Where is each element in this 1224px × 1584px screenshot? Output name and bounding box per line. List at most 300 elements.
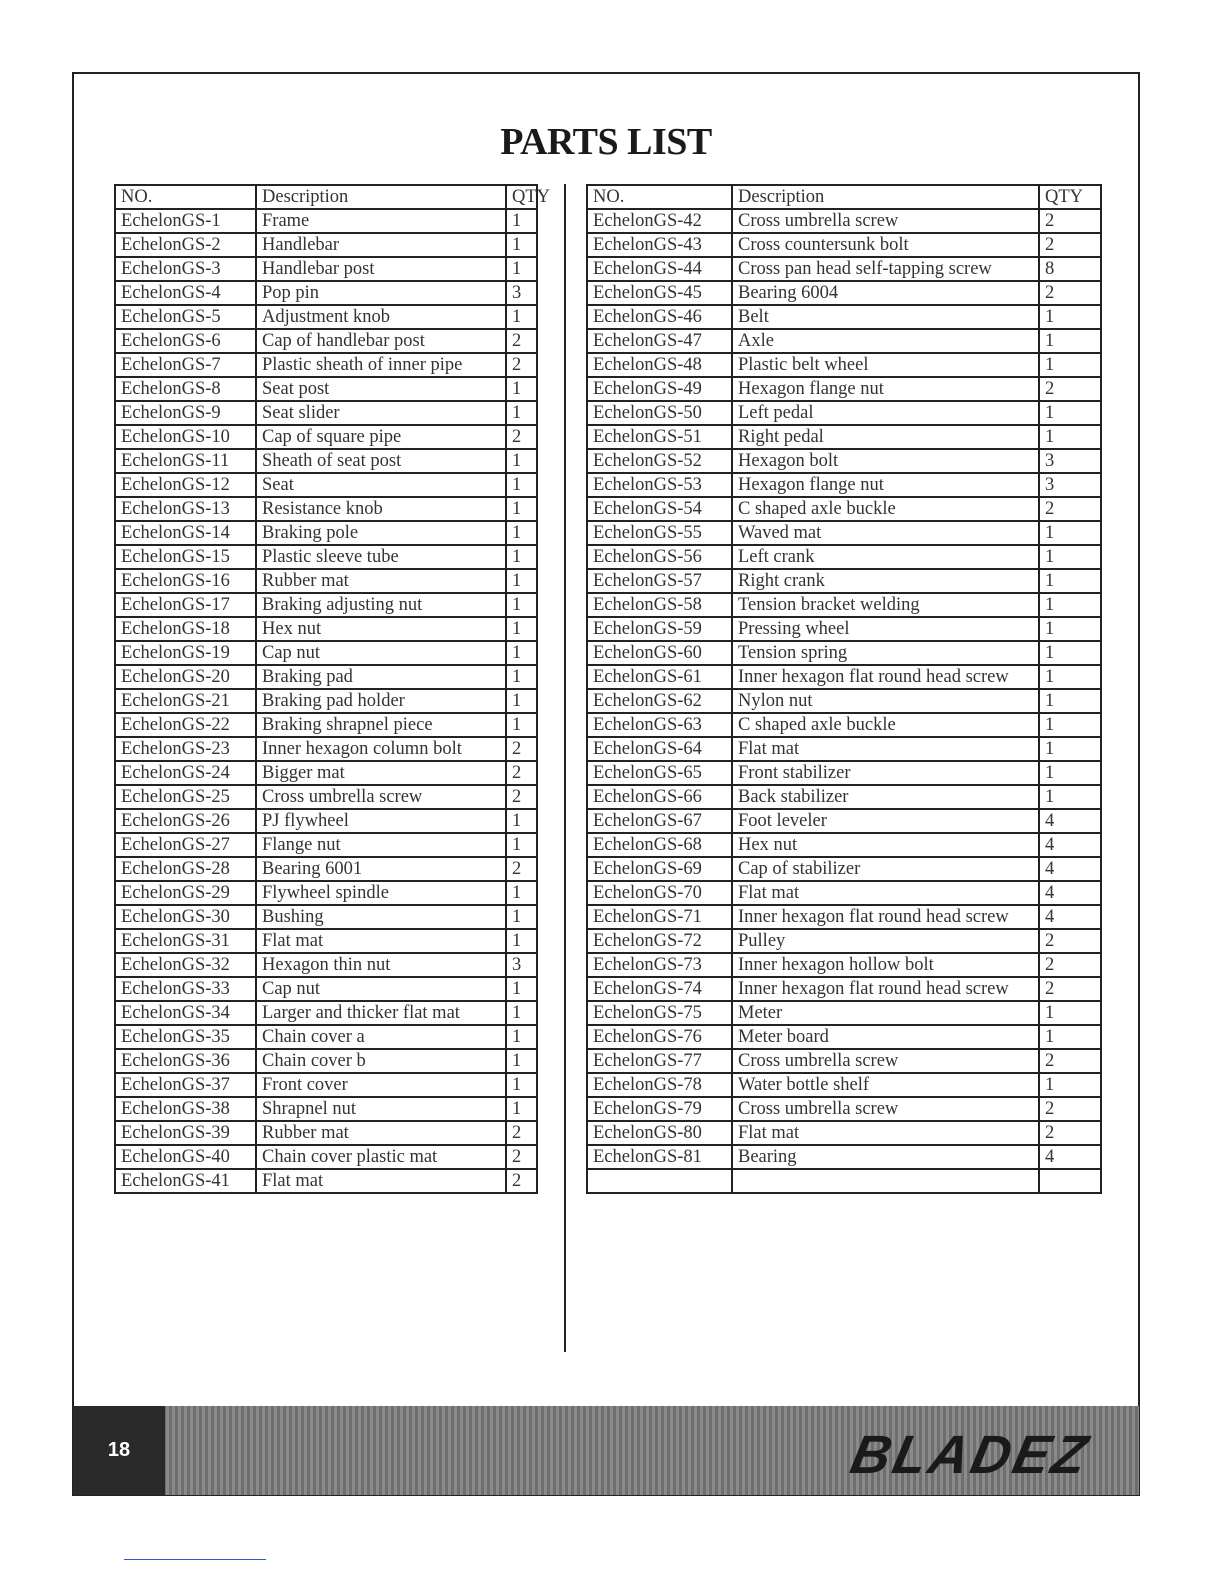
part-number: EchelonGS-79 — [587, 1097, 732, 1121]
table-row — [587, 833, 1101, 857]
part-number: EchelonGS-63 — [587, 713, 732, 737]
part-description: Pop pin — [256, 281, 506, 305]
part-description: Cross countersunk bolt — [732, 233, 1039, 257]
part-description: Cap of handlebar post — [256, 329, 506, 353]
part-description: Back stabilizer — [732, 785, 1039, 809]
part-number: EchelonGS-10 — [115, 425, 256, 449]
table-row — [115, 833, 537, 857]
part-qty: 2 — [506, 353, 537, 377]
part-number: EchelonGS-25 — [115, 785, 256, 809]
table-row — [115, 1145, 537, 1169]
table-row — [587, 713, 1101, 737]
part-qty: 1 — [506, 713, 537, 737]
part-qty — [1039, 1169, 1101, 1193]
part-description: Cap of stabilizer — [732, 857, 1039, 881]
part-qty: 1 — [1039, 737, 1101, 761]
part-qty: 1 — [506, 377, 537, 401]
part-qty: 1 — [506, 233, 537, 257]
part-description: Cross umbrella screw — [732, 1049, 1039, 1073]
part-number: EchelonGS-20 — [115, 665, 256, 689]
table-header-row — [587, 185, 1101, 209]
part-description: Cross umbrella screw — [732, 1097, 1039, 1121]
part-number: EchelonGS-74 — [587, 977, 732, 1001]
part-number: EchelonGS-35 — [115, 1025, 256, 1049]
part-qty: 1 — [506, 521, 537, 545]
part-number: EchelonGS-22 — [115, 713, 256, 737]
part-qty: 1 — [506, 809, 537, 833]
table-row — [115, 401, 537, 425]
part-description: Plastic sheath of inner pipe — [256, 353, 506, 377]
part-number: EchelonGS-80 — [587, 1121, 732, 1145]
part-description: Axle — [732, 329, 1039, 353]
part-number: EchelonGS-21 — [115, 689, 256, 713]
part-description: Right pedal — [732, 425, 1039, 449]
part-description: Braking pad holder — [256, 689, 506, 713]
table-row — [587, 449, 1101, 473]
part-qty: 1 — [1039, 401, 1101, 425]
part-description: Hexagon bolt — [732, 449, 1039, 473]
part-qty: 1 — [1039, 1073, 1101, 1097]
part-number: EchelonGS-56 — [587, 545, 732, 569]
part-qty: 2 — [506, 1169, 537, 1193]
part-qty: 3 — [506, 953, 537, 977]
part-number: EchelonGS-60 — [587, 641, 732, 665]
part-description: Nylon nut — [732, 689, 1039, 713]
part-number: EchelonGS-36 — [115, 1049, 256, 1073]
part-qty: 2 — [506, 1145, 537, 1169]
part-description: Cross umbrella screw — [732, 209, 1039, 233]
part-qty: 1 — [506, 401, 537, 425]
part-number: EchelonGS-38 — [115, 1097, 256, 1121]
part-number: EchelonGS-11 — [115, 449, 256, 473]
table-row — [587, 785, 1101, 809]
footer-bar — [73, 1406, 1139, 1495]
part-description: Chain cover a — [256, 1025, 506, 1049]
part-qty: 2 — [506, 329, 537, 353]
table-row — [115, 905, 537, 929]
column-header-qty: QTY — [1039, 185, 1101, 209]
part-qty: 1 — [506, 1097, 537, 1121]
part-qty: 4 — [1039, 809, 1101, 833]
part-description: Hex nut — [732, 833, 1039, 857]
part-qty: 2 — [506, 785, 537, 809]
part-qty: 1 — [1039, 329, 1101, 353]
part-description: Bearing 6004 — [732, 281, 1039, 305]
table-row — [587, 593, 1101, 617]
table-divider — [564, 184, 586, 1352]
part-number: EchelonGS-78 — [587, 1073, 732, 1097]
table-row — [115, 545, 537, 569]
column-header-description: Description — [732, 185, 1039, 209]
part-qty: 2 — [1039, 497, 1101, 521]
table-row — [587, 665, 1101, 689]
part-description: Inner hexagon flat round head screw — [732, 665, 1039, 689]
part-description: Inner hexagon flat round head screw — [732, 905, 1039, 929]
part-qty: 3 — [1039, 473, 1101, 497]
part-description: Larger and thicker flat mat — [256, 1001, 506, 1025]
part-description: Foot leveler — [732, 809, 1039, 833]
part-number: EchelonGS-28 — [115, 857, 256, 881]
part-number: EchelonGS-34 — [115, 1001, 256, 1025]
column-header-no: NO. — [587, 185, 732, 209]
part-number: EchelonGS-81 — [587, 1145, 732, 1169]
part-qty: 1 — [1039, 689, 1101, 713]
part-qty: 2 — [1039, 1097, 1101, 1121]
part-description: Shrapnel nut — [256, 1097, 506, 1121]
table-row — [115, 1025, 537, 1049]
part-number: EchelonGS-2 — [115, 233, 256, 257]
table-row — [587, 953, 1101, 977]
part-number: EchelonGS-1 — [115, 209, 256, 233]
part-number: EchelonGS-23 — [115, 737, 256, 761]
part-description: Rubber mat — [256, 569, 506, 593]
part-description: Cross pan head self-tapping screw — [732, 257, 1039, 281]
part-description: Seat — [256, 473, 506, 497]
part-number: EchelonGS-67 — [587, 809, 732, 833]
table-row — [115, 1121, 537, 1145]
part-description: Flywheel spindle — [256, 881, 506, 905]
part-qty: 1 — [506, 497, 537, 521]
parts-table-left — [114, 184, 551, 1194]
part-description: Hex nut — [256, 617, 506, 641]
part-number: EchelonGS-41 — [115, 1169, 256, 1193]
part-number: EchelonGS-53 — [587, 473, 732, 497]
part-qty: 1 — [506, 545, 537, 569]
table-row — [115, 449, 537, 473]
part-description: Cap nut — [256, 977, 506, 1001]
table-row — [587, 329, 1101, 353]
part-description: Hexagon flange nut — [732, 473, 1039, 497]
part-number: EchelonGS-18 — [115, 617, 256, 641]
table-row — [115, 761, 537, 785]
part-number: EchelonGS-15 — [115, 545, 256, 569]
table-row — [115, 689, 537, 713]
part-description: Flat mat — [732, 881, 1039, 905]
page-title: PARTS LIST — [500, 121, 712, 163]
part-number: EchelonGS-52 — [587, 449, 732, 473]
part-qty: 4 — [1039, 905, 1101, 929]
table-row — [587, 1001, 1101, 1025]
part-qty: 1 — [506, 665, 537, 689]
part-qty: 1 — [1039, 785, 1101, 809]
table-row — [115, 857, 537, 881]
part-number: EchelonGS-61 — [587, 665, 732, 689]
part-description: Bearing — [732, 1145, 1039, 1169]
table-row — [587, 1097, 1101, 1121]
part-description: Flange nut — [256, 833, 506, 857]
part-description: Inner hexagon flat round head screw — [732, 977, 1039, 1001]
table-row — [587, 257, 1101, 281]
part-number: EchelonGS-77 — [587, 1049, 732, 1073]
part-qty: 2 — [1039, 929, 1101, 953]
column-header-no: NO. — [115, 185, 256, 209]
table-row — [115, 785, 537, 809]
table-row — [587, 1073, 1101, 1097]
part-description: C shaped axle buckle — [732, 713, 1039, 737]
table-row — [115, 953, 537, 977]
part-description: Plastic sleeve tube — [256, 545, 506, 569]
part-number: EchelonGS-46 — [587, 305, 732, 329]
table-row — [587, 1049, 1101, 1073]
part-number: EchelonGS-14 — [115, 521, 256, 545]
part-description: Front stabilizer — [732, 761, 1039, 785]
table-row — [115, 881, 537, 905]
part-number: EchelonGS-66 — [587, 785, 732, 809]
part-number: EchelonGS-12 — [115, 473, 256, 497]
part-qty: 1 — [506, 473, 537, 497]
part-number: EchelonGS-6 — [115, 329, 256, 353]
part-qty: 1 — [1039, 353, 1101, 377]
table-row — [587, 233, 1101, 257]
part-description: Tension spring — [732, 641, 1039, 665]
part-qty: 1 — [506, 929, 537, 953]
part-qty: 4 — [1039, 857, 1101, 881]
part-qty: 1 — [506, 881, 537, 905]
part-number: EchelonGS-45 — [587, 281, 732, 305]
part-number: EchelonGS-13 — [115, 497, 256, 521]
part-number: EchelonGS-47 — [587, 329, 732, 353]
table-row — [587, 497, 1101, 521]
part-description — [732, 1169, 1039, 1193]
part-description: Bigger mat — [256, 761, 506, 785]
part-number: EchelonGS-44 — [587, 257, 732, 281]
table-row — [587, 473, 1101, 497]
part-number: EchelonGS-48 — [587, 353, 732, 377]
part-number: EchelonGS-70 — [587, 881, 732, 905]
part-qty: 1 — [506, 257, 537, 281]
part-qty: 2 — [1039, 377, 1101, 401]
part-qty: 1 — [1039, 617, 1101, 641]
part-qty: 1 — [506, 593, 537, 617]
part-description: Cross umbrella screw — [256, 785, 506, 809]
table-row — [587, 617, 1101, 641]
table-row — [115, 473, 537, 497]
table-row — [115, 497, 537, 521]
table-row — [587, 689, 1101, 713]
part-description: Inner hexagon hollow bolt — [732, 953, 1039, 977]
part-number: EchelonGS-39 — [115, 1121, 256, 1145]
part-number: EchelonGS-54 — [587, 497, 732, 521]
part-number: EchelonGS-43 — [587, 233, 732, 257]
column-header-description: Description — [256, 185, 506, 209]
table-row — [587, 1025, 1101, 1049]
part-qty: 2 — [1039, 281, 1101, 305]
table-row — [587, 977, 1101, 1001]
page-number: 18 — [107, 1439, 131, 1461]
part-qty: 1 — [506, 905, 537, 929]
part-number: EchelonGS-33 — [115, 977, 256, 1001]
part-qty: 1 — [506, 689, 537, 713]
part-qty: 4 — [1039, 1145, 1101, 1169]
part-number: EchelonGS-9 — [115, 401, 256, 425]
part-qty: 1 — [506, 977, 537, 1001]
part-qty: 1 — [506, 1025, 537, 1049]
table-row — [587, 425, 1101, 449]
part-number: EchelonGS-32 — [115, 953, 256, 977]
part-qty: 3 — [506, 281, 537, 305]
table-row — [115, 257, 537, 281]
part-number: EchelonGS-58 — [587, 593, 732, 617]
part-qty: 1 — [506, 1001, 537, 1025]
part-number: EchelonGS-8 — [115, 377, 256, 401]
part-number: EchelonGS-24 — [115, 761, 256, 785]
part-number: EchelonGS-4 — [115, 281, 256, 305]
part-description: Chain cover b — [256, 1049, 506, 1073]
part-qty: 4 — [1039, 881, 1101, 905]
part-description: PJ flywheel — [256, 809, 506, 833]
part-description: Braking pole — [256, 521, 506, 545]
table-row — [115, 1073, 537, 1097]
part-description: Right crank — [732, 569, 1039, 593]
table-row — [587, 569, 1101, 593]
part-number: EchelonGS-40 — [115, 1145, 256, 1169]
part-description: Braking pad — [256, 665, 506, 689]
table-row — [115, 233, 537, 257]
parts-table-right — [586, 184, 1102, 1194]
part-description: Bushing — [256, 905, 506, 929]
part-number: EchelonGS-3 — [115, 257, 256, 281]
table-row — [115, 305, 537, 329]
table-row — [115, 617, 537, 641]
part-description: Resistance knob — [256, 497, 506, 521]
part-qty: 2 — [506, 1121, 537, 1145]
part-qty: 2 — [1039, 1121, 1101, 1145]
part-number: EchelonGS-30 — [115, 905, 256, 929]
part-number: EchelonGS-68 — [587, 833, 732, 857]
part-number: EchelonGS-31 — [115, 929, 256, 953]
part-number: EchelonGS-37 — [115, 1073, 256, 1097]
part-number: EchelonGS-55 — [587, 521, 732, 545]
part-number: EchelonGS-65 — [587, 761, 732, 785]
table-row — [115, 329, 537, 353]
table-row — [587, 881, 1101, 905]
part-number: EchelonGS-57 — [587, 569, 732, 593]
part-description: Waved mat — [732, 521, 1039, 545]
parts-table-left-body — [115, 185, 551, 1193]
part-number: EchelonGS-42 — [587, 209, 732, 233]
part-number: EchelonGS-49 — [587, 377, 732, 401]
part-qty: 1 — [1039, 761, 1101, 785]
part-qty: 2 — [506, 425, 537, 449]
table-row — [115, 977, 537, 1001]
part-number: EchelonGS-73 — [587, 953, 732, 977]
part-number: EchelonGS-16 — [115, 569, 256, 593]
part-description: Seat slider — [256, 401, 506, 425]
part-description: Flat mat — [732, 737, 1039, 761]
table-row — [115, 665, 537, 689]
column-header-qty: QTY — [506, 185, 537, 209]
table-row — [587, 281, 1101, 305]
part-description: Inner hexagon column bolt — [256, 737, 506, 761]
table-row — [115, 641, 537, 665]
table-row — [115, 377, 537, 401]
part-description: Flat mat — [256, 1169, 506, 1193]
table-row — [587, 641, 1101, 665]
table-row — [115, 737, 537, 761]
part-description: Cap nut — [256, 641, 506, 665]
brand-logo: BLADEZ — [845, 1425, 1096, 1485]
table-row — [115, 281, 537, 305]
table-row — [587, 1121, 1101, 1145]
part-description: Adjustment knob — [256, 305, 506, 329]
part-qty: 1 — [506, 1073, 537, 1097]
part-qty: 1 — [1039, 641, 1101, 665]
part-qty: 1 — [1039, 305, 1101, 329]
part-number: EchelonGS-72 — [587, 929, 732, 953]
table-row — [115, 521, 537, 545]
part-qty: 1 — [506, 449, 537, 473]
link-underline — [124, 1559, 266, 1560]
table-row — [587, 737, 1101, 761]
part-description: Cap of square pipe — [256, 425, 506, 449]
part-number: EchelonGS-62 — [587, 689, 732, 713]
table-row — [587, 305, 1101, 329]
part-qty: 2 — [1039, 233, 1101, 257]
table-header-row — [115, 185, 537, 209]
part-number: EchelonGS-27 — [115, 833, 256, 857]
part-qty: 1 — [506, 305, 537, 329]
part-qty: 1 — [1039, 713, 1101, 737]
table-row — [587, 401, 1101, 425]
part-description: Hexagon flange nut — [732, 377, 1039, 401]
part-qty: 1 — [1039, 593, 1101, 617]
table-row — [115, 713, 537, 737]
part-qty: 2 — [506, 857, 537, 881]
part-qty: 2 — [506, 761, 537, 785]
part-qty: 1 — [1039, 665, 1101, 689]
part-description: Meter board — [732, 1025, 1039, 1049]
part-qty: 8 — [1039, 257, 1101, 281]
table-row — [115, 1097, 537, 1121]
table-row — [115, 1049, 537, 1073]
part-number: EchelonGS-71 — [587, 905, 732, 929]
part-description: Front cover — [256, 1073, 506, 1097]
part-description: Braking shrapnel piece — [256, 713, 506, 737]
part-qty: 1 — [1039, 521, 1101, 545]
table-row — [587, 1145, 1101, 1169]
table-row — [587, 1169, 1101, 1193]
table-row — [587, 545, 1101, 569]
table-row — [587, 353, 1101, 377]
parts-table-right-body — [587, 185, 1101, 1193]
part-qty: 2 — [506, 737, 537, 761]
part-number: EchelonGS-69 — [587, 857, 732, 881]
part-description: Belt — [732, 305, 1039, 329]
part-description: C shaped axle buckle — [732, 497, 1039, 521]
part-number: EchelonGS-50 — [587, 401, 732, 425]
part-description: Rubber mat — [256, 1121, 506, 1145]
table-row — [115, 425, 537, 449]
part-qty: 1 — [1039, 1025, 1101, 1049]
part-number: EchelonGS-75 — [587, 1001, 732, 1025]
part-qty: 1 — [1039, 545, 1101, 569]
part-qty: 1 — [506, 617, 537, 641]
table-row — [115, 1169, 537, 1193]
table-row — [587, 905, 1101, 929]
part-description: Hexagon thin nut — [256, 953, 506, 977]
part-description: Chain cover plastic mat — [256, 1145, 506, 1169]
part-description: Meter — [732, 1001, 1039, 1025]
part-qty: 1 — [506, 569, 537, 593]
part-number: EchelonGS-64 — [587, 737, 732, 761]
part-description: Pulley — [732, 929, 1039, 953]
part-description: Flat mat — [256, 929, 506, 953]
table-row — [587, 761, 1101, 785]
part-qty: 1 — [506, 1049, 537, 1073]
part-description: Frame — [256, 209, 506, 233]
part-description: Left pedal — [732, 401, 1039, 425]
part-qty: 2 — [1039, 953, 1101, 977]
